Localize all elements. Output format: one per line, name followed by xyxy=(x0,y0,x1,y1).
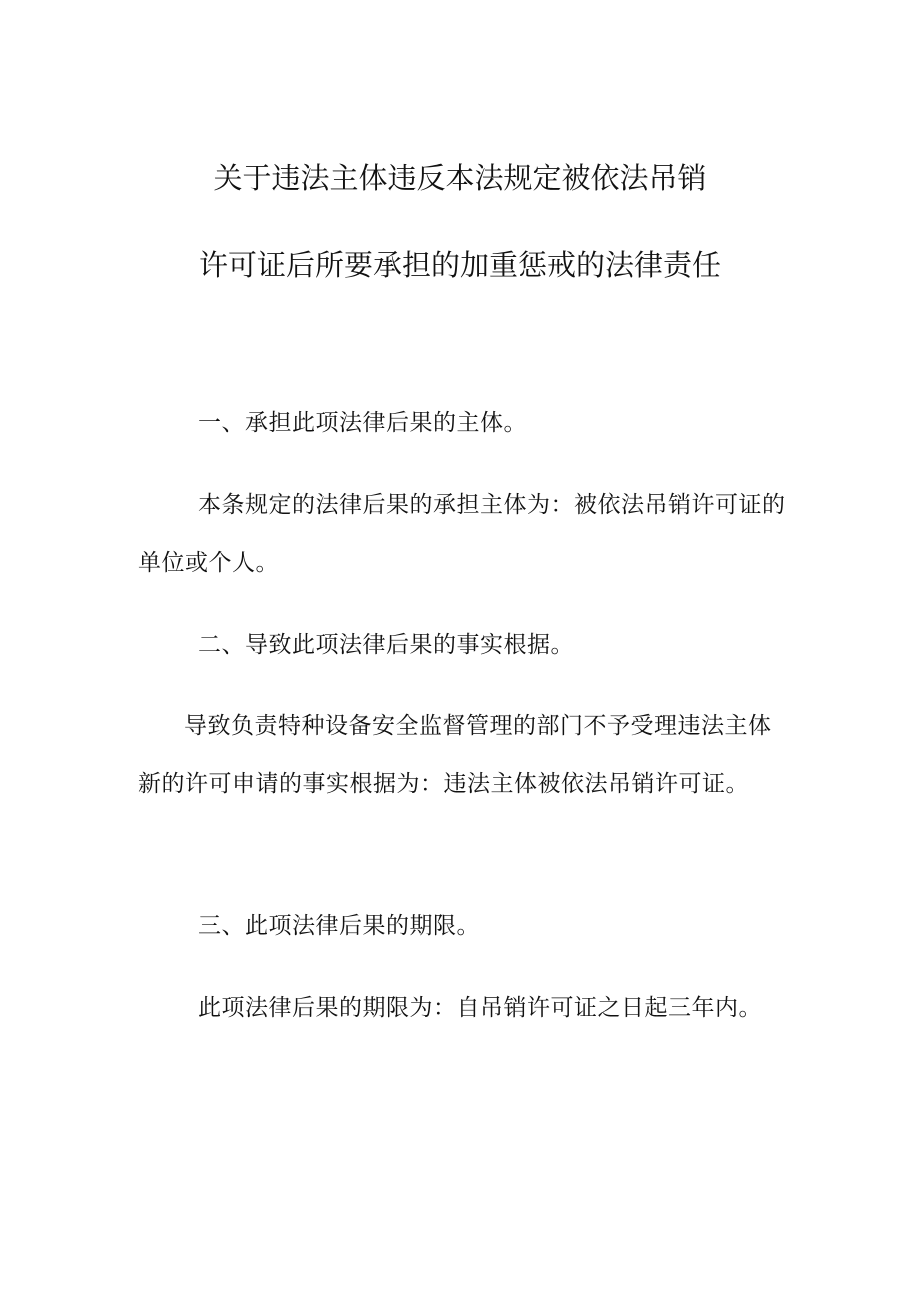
section-1-body: 本条规定的法律后果的承担主体为：被依法吊销许可证的单位或个人。 xyxy=(138,492,786,576)
section-1-heading: 一、承担此项法律后果的主体。 xyxy=(198,410,527,436)
section-3-body: 此项法律后果的期限为：自吊销许可证之日起三年内。 xyxy=(198,995,762,1021)
document-title-line-1: 关于违法主体违反本法规定被依法吊销 xyxy=(213,161,707,195)
section-2-heading: 二、导致此项法律后果的事实根据。 xyxy=(198,632,574,658)
section-2-body: 导致负责特种设备安全监督管理的部门不予受理违法主体新的许可申请的事实根据为：违法主体被依法吊销许可证。 xyxy=(138,713,772,797)
section-3-heading: 三、此项法律后果的期限。 xyxy=(198,913,480,939)
document-title-line-2: 许可证后所要承担的加重惩戒的法律责任 xyxy=(198,248,721,282)
